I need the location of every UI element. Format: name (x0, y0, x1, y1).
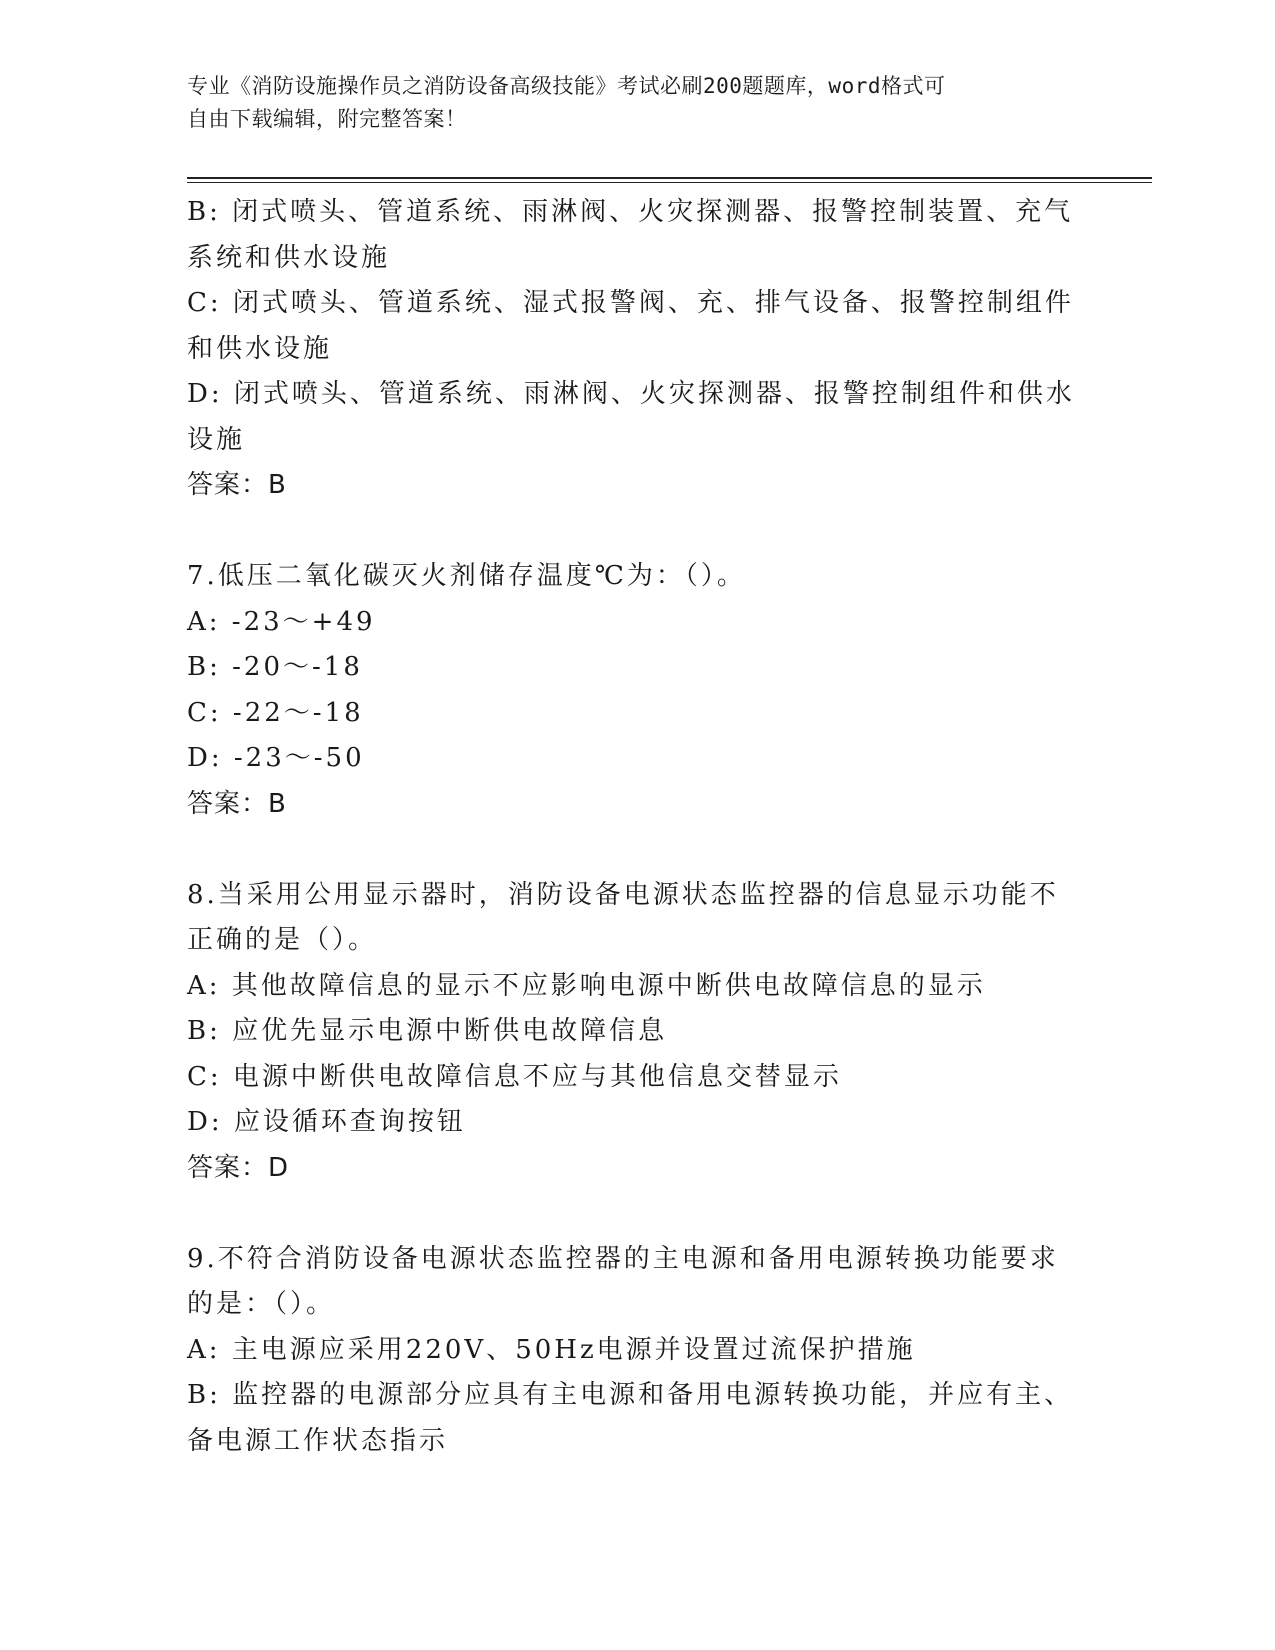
option-d-line-2: 设施 (187, 424, 246, 455)
answer: 答案：D (187, 1152, 290, 1183)
option-d: D: -23～-50 (187, 743, 365, 773)
header-rule-thin (187, 182, 1152, 183)
option-b-line-2: 系统和供水设施 (187, 242, 391, 273)
answer: 答案：B (187, 470, 287, 500)
question-stem-line-2: 的是：（）。 (187, 1289, 336, 1319)
page-header (187, 70, 1067, 136)
question-8 (187, 873, 1067, 1192)
question-stem-line-2: 正确的是（）。 (187, 925, 378, 955)
answer: 答案：B (187, 788, 287, 819)
option-a: A: 主电源应采用220V、50Hz电源并设置过流保护措施 (187, 1334, 916, 1365)
question-stem: 7.低压二氧化碳灭火剂储存温度℃为：（）。 (187, 561, 746, 591)
option-c: C: -22～-18 (187, 697, 364, 728)
spacer (187, 827, 1067, 873)
question-6 (187, 190, 1075, 509)
question-stem-line-1: 8.当采用公用显示器时，消防设备电源状态监控器的信息显示功能不 (187, 879, 1059, 910)
option-d-line-1: D: 闭式喷头、管道系统、雨淋阀、火灾探测器、报警控制组件和供水 (187, 379, 1075, 409)
header-line-2: 自由下载编辑，附完整答案！ (187, 107, 467, 131)
option-b-line-1: B: 监控器的电源部分应具有主电源和备用电源转换功能，并应有主、 (187, 1380, 1074, 1410)
question-stem-line-1: 9.不符合消防设备电源状态监控器的主电源和备用电源转换功能要求 (187, 1243, 1059, 1274)
header-line-1: 专业《消防设施操作员之消防设备高级技能》考试必刷200题题库，word格式可 (187, 74, 946, 98)
question-9 (187, 1237, 1074, 1465)
spacer (187, 509, 1067, 555)
option-b: B: -20～-18 (187, 652, 363, 682)
option-c-line-2: 和供水设施 (187, 333, 333, 364)
option-a: A: -23～+49 (187, 606, 376, 637)
option-b-line-1: B: 闭式喷头、管道系统、雨淋阀、火灾探测器、报警控制装置、充气 (187, 197, 1074, 227)
question-7 (187, 554, 1067, 827)
spacer (187, 1191, 1067, 1237)
document-body (187, 190, 1075, 1464)
header-rule-thick (187, 177, 1152, 179)
option-c-line-1: C: 闭式喷头、管道系统、湿式报警阀、充、排气设备、报警控制组件 (187, 288, 1074, 318)
option-c: C: 电源中断供电故障信息不应与其他信息交替显示 (187, 1061, 842, 1092)
option-a: A: 其他故障信息的显示不应影响电源中断供电故障信息的显示 (187, 970, 986, 1001)
option-b-line-2: 备电源工作状态指示 (187, 1425, 449, 1456)
option-b: B: 应优先显示电源中断供电故障信息 (187, 1016, 668, 1046)
option-d: D: 应设循环查询按钮 (187, 1107, 466, 1137)
